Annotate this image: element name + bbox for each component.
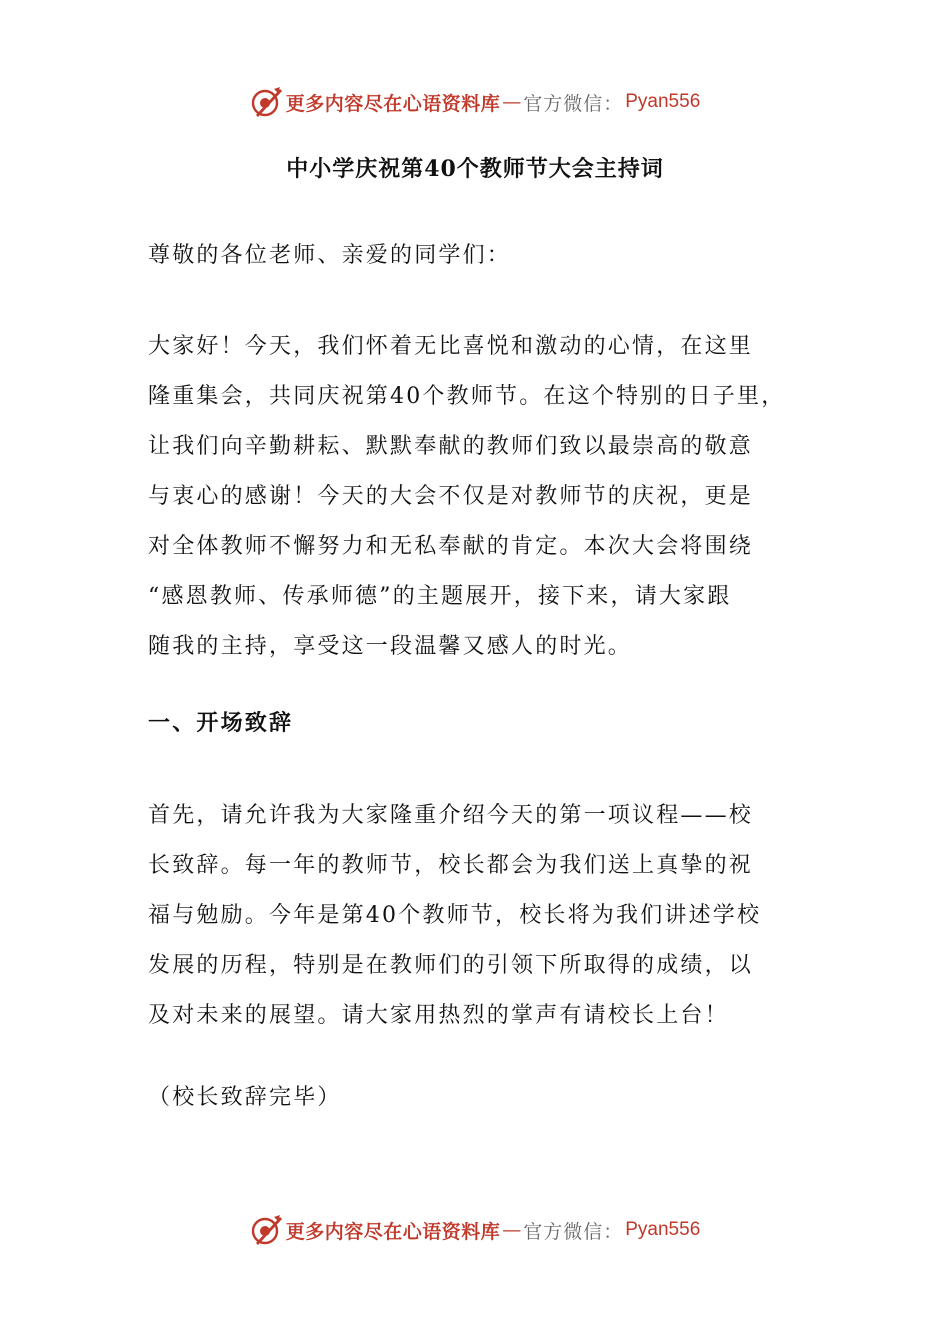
banner-wechat-id: Pyan556 [625, 1219, 701, 1240]
banner-gray-text: 官方微信： [523, 92, 624, 115]
pen-logo-icon [250, 1213, 284, 1247]
paragraph-line: 让我们向辛勤耕耘、默默奉献的教师们致以最崇高的敬意 [148, 434, 754, 459]
document-title: 中小学庆祝第40个教师节大会主持词 [286, 156, 664, 182]
stage-note: （校长致辞完毕） [148, 1085, 342, 1110]
banner-red-text: 更多内容尽在心语资料库 [285, 92, 501, 115]
banner-dash: — [502, 1219, 522, 1241]
paragraph-line: 长致辞。每一年的教师节，校长都会为我们送上真挚的祝 [148, 853, 754, 878]
paragraph-line: 福与勉励。今年是第40个教师节，校长将为我们讲述学校 [148, 903, 762, 928]
paragraph-intro [148, 322, 818, 672]
footer-banner [0, 1210, 950, 1250]
section-heading: 一、开场致辞 [148, 710, 294, 736]
paragraph-line: “感恩教师、传承师德”的主题展开，接下来，请大家跟 [148, 584, 732, 609]
header-banner [0, 82, 950, 122]
banner-dash: — [502, 91, 522, 113]
greeting: 尊敬的各位老师、亲爱的同学们： [148, 243, 512, 268]
banner-wechat-id: Pyan556 [625, 91, 701, 112]
paragraph-line: 首先，请允许我为大家隆重介绍今天的第一项议程——校 [148, 803, 754, 828]
banner-red-text: 更多内容尽在心语资料库 [285, 1220, 501, 1243]
banner-gray-text: 官方微信： [523, 1220, 624, 1243]
paragraph-line: 发展的历程，特别是在教师们的引领下所取得的成绩，以 [148, 953, 754, 978]
pen-logo-icon [250, 85, 284, 119]
paragraph-line: 隆重集会，共同庆祝第40个教师节。在这个特别的日子里， [148, 384, 786, 409]
paragraph-opening [148, 791, 818, 1041]
paragraph-line: 及对未来的展望。请大家用热烈的掌声有请校长上台！ [148, 1003, 729, 1028]
paragraph-line: 对全体教师不懈努力和无私奉献的肯定。本次大会将围绕 [148, 534, 754, 559]
paragraph-line: 随我的主持，享受这一段温馨又感人的时光。 [148, 634, 633, 659]
paragraph-line: 大家好！今天，我们怀着无比喜悦和激动的心情，在这里 [148, 334, 754, 359]
paragraph-line: 与衷心的感谢！今天的大会不仅是对教师节的庆祝，更是 [148, 484, 754, 509]
